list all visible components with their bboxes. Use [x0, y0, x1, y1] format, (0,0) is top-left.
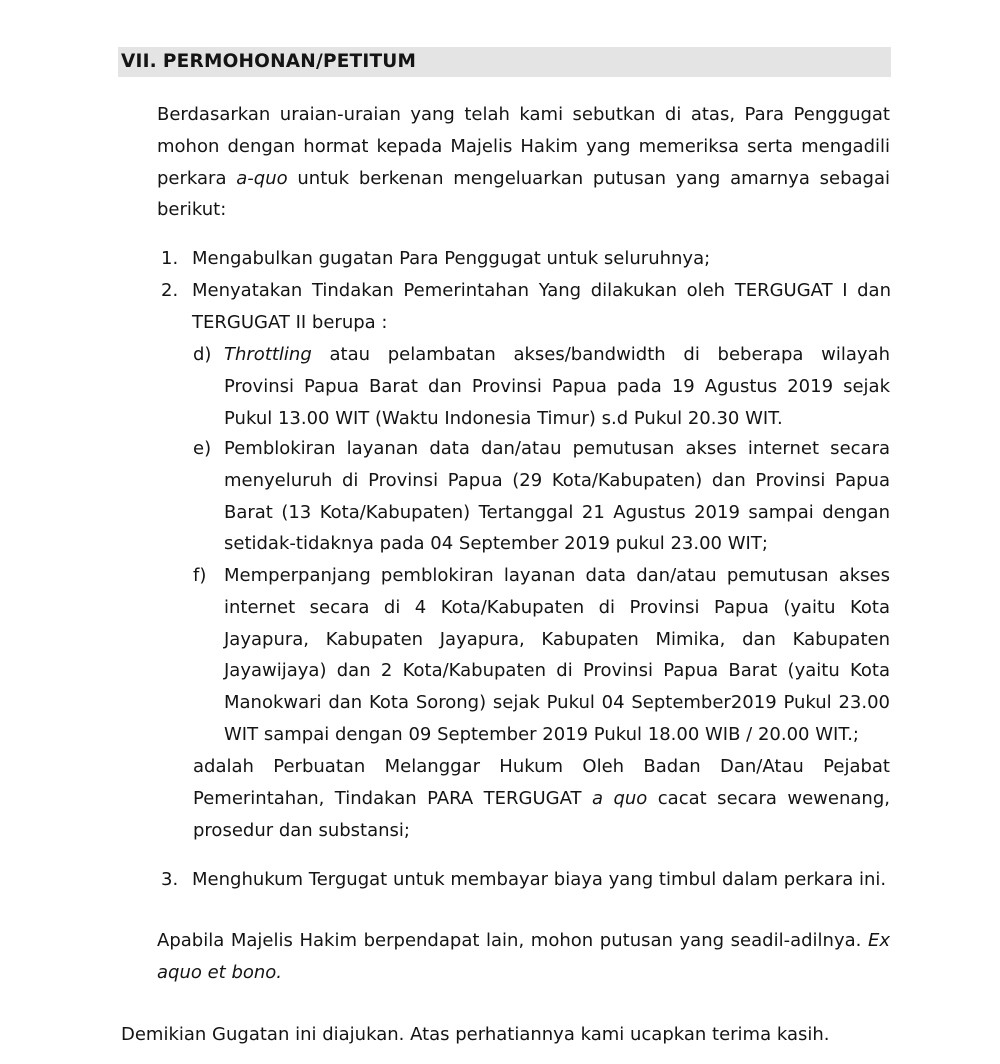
section-heading: [118, 47, 891, 77]
sub-item-d: [193, 339, 890, 434]
sub-item-f-text: Memperpanjang pemblokiran layanan data dan/atau pemutusan akses internet secara di 4 Kota/Kabupaten di Provinsi Papua (yaitu Kota Jayapura, Kabupaten Jayapura, Kabupaten Mimika, dan Kabupaten Jayawijaya) dan 2 Kota/Kabupaten di Provinsi Papua Barat (yaitu Kota Manokwari dan Kota Sorong) sejak Pukul 04 September2019 Pukul 23.00 WIT sampai dengan 09 September 2019 Pukul 18.00 WIB / 20.00 WIT.;: [224, 565, 890, 745]
sub-marker-d: d): [193, 344, 212, 365]
sub-item-d-italic: Throttling: [224, 344, 312, 365]
sub-item-e: [193, 433, 890, 560]
sub-item-d-body: atau pelambatan akses/bandwidth di beberapa wilayah Provinsi Papua Barat dan Provinsi Papua pada 19 Agustus 2019 sejak Pukul 13.00 WIT (Waktu Indonesia Timur) s.d Pukul 20.30 WIT.: [224, 344, 890, 429]
closing-request-text: Apabila Majelis Hakim berpendapat lain, mohon putusan yang seadil-adilnya.: [157, 930, 868, 951]
list-marker-1: 1.: [161, 248, 179, 269]
closing-line: Demikian Gugatan ini diajukan. Atas perhatiannya kami ucapkan terima kasih.: [121, 1024, 830, 1045]
sub-item-d-text: [224, 339, 890, 434]
list-item-1: [161, 243, 891, 275]
intro-italic-term: a-quo: [236, 167, 288, 189]
intro-paragraph: [157, 99, 890, 226]
sub-item-f: [193, 560, 890, 751]
item-2-conclusion-text-1: adalah Perbuatan Melanggar Hukum Oleh Badan Dan/Atau Pejabat Pemerintahan, Tindakan PARA TERGUGAT: [193, 756, 890, 809]
list-item-2: [161, 275, 891, 339]
section-number: VII.: [121, 51, 157, 72]
list-item-1-text: Mengabulkan gugatan Para Penggugat untuk seluruhnya;: [192, 248, 711, 269]
sub-marker-e: e): [193, 438, 212, 459]
intro-text-2: untuk berkenan mengeluarkan putusan yang amarnya sebagai berikut:: [157, 167, 890, 221]
list-item-3: [161, 864, 891, 896]
item-2-conclusion-text-2: cacat secara wewenang, prosedur dan substansi;: [193, 787, 890, 841]
closing-request-paragraph: [157, 925, 890, 989]
sub-marker-f: f): [193, 565, 207, 586]
intro-text-1: Berdasarkan uraian-uraian yang telah kami sebutkan di atas, Para Penggugat mohon dengan hormat kepada Majelis Hakim yang memeriksa serta mengadili perkara: [157, 104, 890, 189]
list-marker-3: 3.: [161, 869, 179, 890]
list-item-3-text: Menghukum Tergugat untuk membayar biaya yang timbul dalam perkara ini.: [192, 869, 887, 890]
list-marker-2: 2.: [161, 280, 179, 301]
sub-item-e-text: Pemblokiran layanan data dan/atau pemutusan akses internet secara menyeluruh di Provinsi Papua (29 Kota/Kabupaten) dan Provinsi Papua Barat (13 Kota/Kabupaten) Tertanggal 21 Agustus 2019 sampai dengan setidak-tidaknya pada 04 September 2019 pukul 23.00 WIT;: [224, 438, 890, 555]
list-item-2-text: Menyatakan Tindakan Pemerintahan Yang dilakukan oleh TERGUGAT I dan TERGUGAT II berupa :: [192, 280, 891, 333]
item-2-conclusion: [193, 751, 890, 846]
item-2-conclusion-italic: a quo: [591, 787, 648, 809]
closing-request-latin: Ex aquo et bono.: [157, 930, 890, 983]
section-title: PERMOHONAN/PETITUM: [162, 51, 417, 72]
